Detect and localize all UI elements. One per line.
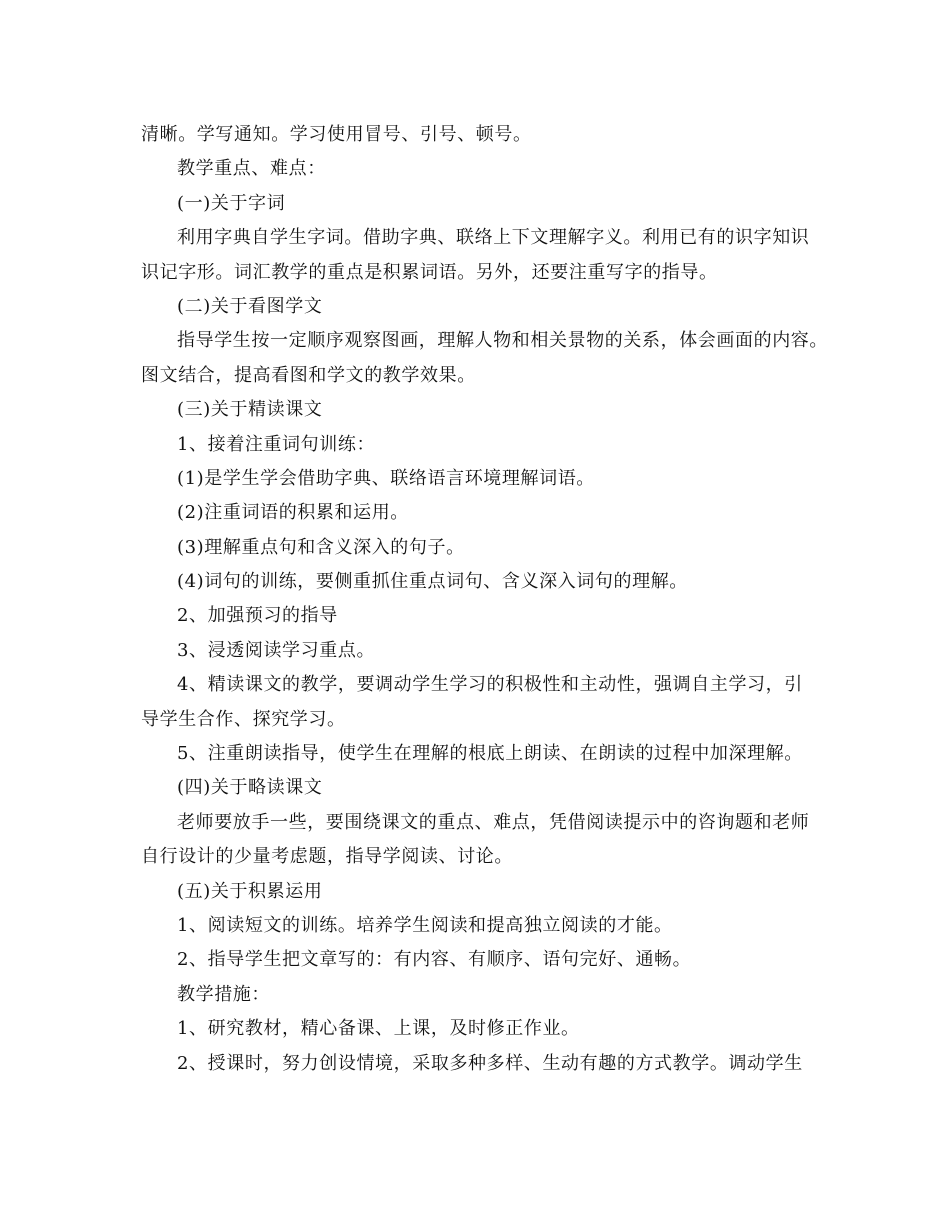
text-line: 指导学生按一定顺序观察图画，理解人物和相关景物的关系，体会画面的内容。 bbox=[177, 330, 828, 352]
text-line: 自行设计的少量考虑题，指导学阅读、讨论。 bbox=[141, 846, 513, 868]
text-line: 利用字典自学生字词。借助字典、联络上下文理解字义。利用已有的识字知识 bbox=[177, 227, 810, 249]
text-line: (2)注重词语的积累和运用。 bbox=[177, 502, 409, 524]
text-line: 2、指导学生把文章写的：有内容、有顺序、语句完好、通畅。 bbox=[177, 949, 692, 971]
text-line: 老师要放手一些，要围绕课文的重点、难点，凭借阅读提示中的咨询题和老师 bbox=[177, 811, 810, 833]
text-line: 1、接着注重词句训练： bbox=[177, 433, 376, 455]
document-body bbox=[141, 118, 828, 1081]
text-line: 清晰。学写通知。学习使用冒号、引号、顿号。 bbox=[141, 124, 532, 145]
text-line: 1、阅读短文的训练。培养学生阅读和提高独立阅读的才能。 bbox=[177, 914, 673, 936]
text-line: 图文结合，提高看图和学文的教学效果。 bbox=[141, 364, 476, 386]
text-line: 导学生合作、探究学习。 bbox=[141, 708, 346, 730]
text-line: (五)关于积累运用 bbox=[177, 880, 323, 902]
text-line: (3)理解重点句和含义深入的句子。 bbox=[177, 536, 465, 558]
text-line: 2、加强预习的指导 bbox=[177, 605, 338, 627]
text-line: (4)词句的训练，要侧重抓住重点词句、含义深入词句的理解。 bbox=[177, 571, 688, 593]
text-line: (1)是学生学会借助字典、联络语言环境理解词语。 bbox=[177, 467, 595, 489]
text-line: 2、授课时，努力创设情境，采取多种多样、生动有趣的方式教学。调动学生 bbox=[177, 1052, 803, 1074]
text-line: (二)关于看图学文 bbox=[177, 295, 323, 317]
text-line: 教学措施： bbox=[177, 983, 270, 1005]
text-line: 1、研究教材，精心备课、上课，及时修正作业。 bbox=[177, 1018, 580, 1040]
text-line: (一)关于字词 bbox=[177, 192, 286, 214]
text-line: 3、浸透阅读学习重点。 bbox=[177, 639, 376, 661]
text-line: 教学重点、难点： bbox=[177, 158, 326, 180]
text-line: (四)关于略读课文 bbox=[177, 777, 323, 799]
text-line: 4、精读课文的教学，要调动学生学习的积极性和主动性，强调自主学习，引 bbox=[177, 674, 803, 696]
text-line: (三)关于精读课文 bbox=[177, 399, 323, 421]
text-line: 5、注重朗读指导，使学生在理解的根底上朗读、在朗读的过程中加深理解。 bbox=[177, 743, 803, 765]
text-line: 识记字形。词汇教学的重点是积累词语。另外，还要注重写字的指导。 bbox=[141, 261, 718, 283]
